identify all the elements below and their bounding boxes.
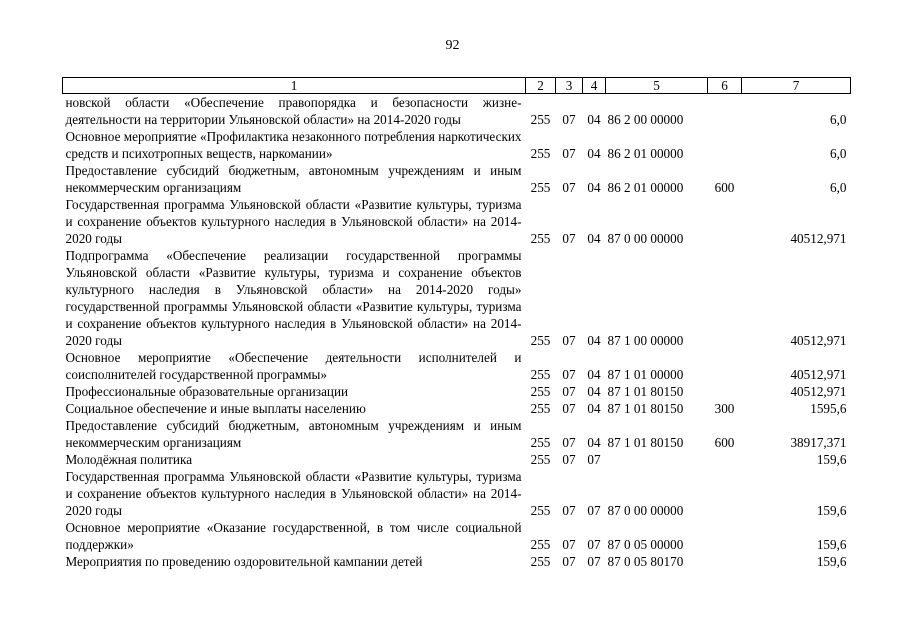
- row-target-code: 87 0 05 00000: [607, 537, 684, 552]
- row-section-code: 07: [562, 384, 576, 399]
- row-target-code: [606, 451, 708, 468]
- row-expense-type: [708, 196, 742, 247]
- table-row: [63, 162, 851, 196]
- row-amount: 6,0: [830, 146, 847, 161]
- table-header: [63, 78, 851, 94]
- header-cell-6: 6: [708, 78, 742, 94]
- row-expense-type: [708, 553, 742, 570]
- row-section-code: 07: [562, 435, 576, 450]
- row-subsection-code: 04: [587, 112, 601, 127]
- row-target-code: 87 0 00 00000: [607, 231, 684, 246]
- row-ministry-code: 255: [530, 435, 551, 450]
- table-row: [63, 417, 851, 451]
- row-target-code: 87 1 01 80150: [607, 384, 684, 399]
- table-row: [63, 451, 851, 468]
- row-amount: 40512,971: [790, 384, 847, 399]
- row-amount: 159,6: [816, 554, 847, 569]
- row-ministry-code: 255: [530, 180, 551, 195]
- row-subsection-code: 04: [587, 180, 601, 195]
- row-ministry-code: 255: [530, 146, 551, 161]
- row-section-code: 07: [562, 146, 576, 161]
- header-cell-2: 2: [526, 78, 556, 94]
- table-row: [63, 468, 851, 519]
- row-section-code: 07: [562, 401, 576, 416]
- row-name: Социальное обеспечение и иные выплаты населению: [65, 401, 366, 416]
- row-name: Мероприятия по проведению оздоровительной кампании детей: [65, 554, 423, 569]
- row-expense-type: [708, 451, 742, 468]
- row-subsection-code: 04: [587, 333, 601, 348]
- row-target-code: 86 2 00 00000: [607, 112, 684, 127]
- table-row: [63, 519, 851, 553]
- row-section-code: 07: [562, 367, 576, 382]
- row-target-code: 86 2 01 00000: [607, 180, 684, 195]
- row-amount: 40512,971: [790, 231, 847, 246]
- row-name: Государственная программа Ульяновской области «Развитие культуры, туризма и сохранение объектов культурного наследия в Ульяновской области» на 2014-2020 годы: [65, 469, 522, 518]
- row-target-code: 87 1 01 80150: [607, 435, 684, 450]
- header-cell-1: 1: [63, 78, 526, 94]
- table-row: [63, 349, 851, 383]
- row-name: Основное мероприятие «Оказание государственной, в том числе социальной поддержки»: [65, 520, 522, 552]
- row-amount: 40512,971: [790, 367, 847, 382]
- header-cell-7: 7: [742, 78, 851, 94]
- row-subsection-code: 07: [587, 537, 601, 552]
- row-amount: 159,6: [816, 537, 847, 552]
- row-ministry-code: 255: [530, 384, 551, 399]
- row-name: Молодёжная политика: [65, 452, 193, 467]
- row-target-code: 86 2 01 00000: [607, 146, 684, 161]
- row-expense-type: [708, 468, 742, 519]
- row-amount: 6,0: [830, 112, 847, 127]
- row-subsection-code: 07: [587, 554, 601, 569]
- row-ministry-code: 255: [530, 231, 551, 246]
- row-subsection-code: 04: [587, 367, 601, 382]
- row-expense-type: 600: [714, 180, 735, 195]
- row-expense-type: 300: [714, 401, 735, 416]
- row-subsection-code: 07: [587, 452, 601, 467]
- row-expense-type: 600: [714, 435, 735, 450]
- row-target-code: 87 1 01 80150: [607, 401, 684, 416]
- row-expense-type: [708, 519, 742, 553]
- header-cell-4: 4: [583, 78, 606, 94]
- budget-table: [62, 77, 851, 570]
- table-body: [63, 94, 851, 571]
- row-amount: 40512,971: [790, 333, 847, 348]
- row-amount: 159,6: [816, 452, 847, 467]
- row-name: Государственная программа Ульяновской области «Развитие культуры, туризма и сохранение объектов культурного наследия в Ульяновской области» на 2014-2020 годы: [65, 197, 522, 246]
- row-ministry-code: 255: [530, 503, 551, 518]
- row-ministry-code: 255: [530, 333, 551, 348]
- row-name: Предоставление субсидий бюджетным, автономным учреждениям и иным некоммерческим организациям: [65, 418, 522, 450]
- row-ministry-code: 255: [530, 401, 551, 416]
- row-amount: 38917,371: [790, 435, 847, 450]
- row-amount: 159,6: [816, 503, 847, 518]
- table-row: [63, 383, 851, 400]
- row-name: Профессиональные образовательные организации: [65, 384, 349, 399]
- row-subsection-code: 07: [587, 503, 601, 518]
- page-number: 92: [445, 38, 460, 53]
- row-subsection-code: 04: [587, 435, 601, 450]
- row-subsection-code: 04: [587, 231, 601, 246]
- row-section-code: 07: [562, 112, 576, 127]
- row-name: Основное мероприятие «Обеспечение деятельности исполнителей и соисполнителей государственной программы»: [65, 350, 522, 382]
- row-amount: 6,0: [830, 180, 847, 195]
- row-ministry-code: 255: [530, 537, 551, 552]
- row-expense-type: [708, 349, 742, 383]
- row-name: новской области «Обеспечение правопорядка и безопасности жизнедеятельности на территории Ульяновской области» на 2014-2020 годы: [65, 95, 522, 127]
- table-row: [63, 553, 851, 570]
- row-section-code: 07: [562, 537, 576, 552]
- row-subsection-code: 04: [587, 384, 601, 399]
- table-row: [63, 128, 851, 162]
- row-subsection-code: 04: [587, 146, 601, 161]
- row-name: Основное мероприятие «Профилактика незаконного потребления наркотических средств и психотропных веществ, наркомании»: [65, 129, 522, 161]
- row-expense-type: [708, 383, 742, 400]
- header-cell-3: 3: [556, 78, 583, 94]
- row-section-code: 07: [562, 180, 576, 195]
- row-name: Подпрограмма «Обеспечение реализации государственной программы Ульяновской области «Развитие культуры, туризма и сохранение объектов культурного наследия в Ульяновской области» на 2014-2020 годы» государственной программы Ульяновской области «Развитие культуры, туризма и сохранение объектов культурного наследия в Ульяновской области» на 2014-2020 годы: [65, 248, 522, 348]
- row-target-code: 87 0 05 80170: [607, 554, 684, 569]
- row-amount: 1595,6: [810, 401, 847, 416]
- row-expense-type: [708, 128, 742, 162]
- table-row: [63, 247, 851, 349]
- row-ministry-code: 255: [530, 554, 551, 569]
- table-row: [63, 196, 851, 247]
- row-ministry-code: 255: [530, 112, 551, 127]
- row-ministry-code: 255: [530, 367, 551, 382]
- header-row: [63, 78, 851, 94]
- row-target-code: 87 0 00 00000: [607, 503, 684, 518]
- row-expense-type: [708, 94, 742, 129]
- row-section-code: 07: [562, 333, 576, 348]
- row-section-code: 07: [562, 503, 576, 518]
- header-cell-5: 5: [606, 78, 708, 94]
- row-section-code: 07: [562, 231, 576, 246]
- row-section-code: 07: [562, 554, 576, 569]
- row-subsection-code: 04: [587, 401, 601, 416]
- row-name: Предоставление субсидий бюджетным, автономным учреждениям и иным некоммерческим организациям: [65, 163, 522, 195]
- row-ministry-code: 255: [530, 452, 551, 467]
- row-target-code: 87 1 00 00000: [607, 333, 684, 348]
- row-expense-type: [708, 247, 742, 349]
- table-row: [63, 400, 851, 417]
- row-target-code: 87 1 01 00000: [607, 367, 684, 382]
- row-section-code: 07: [562, 452, 576, 467]
- table-row: [63, 94, 851, 129]
